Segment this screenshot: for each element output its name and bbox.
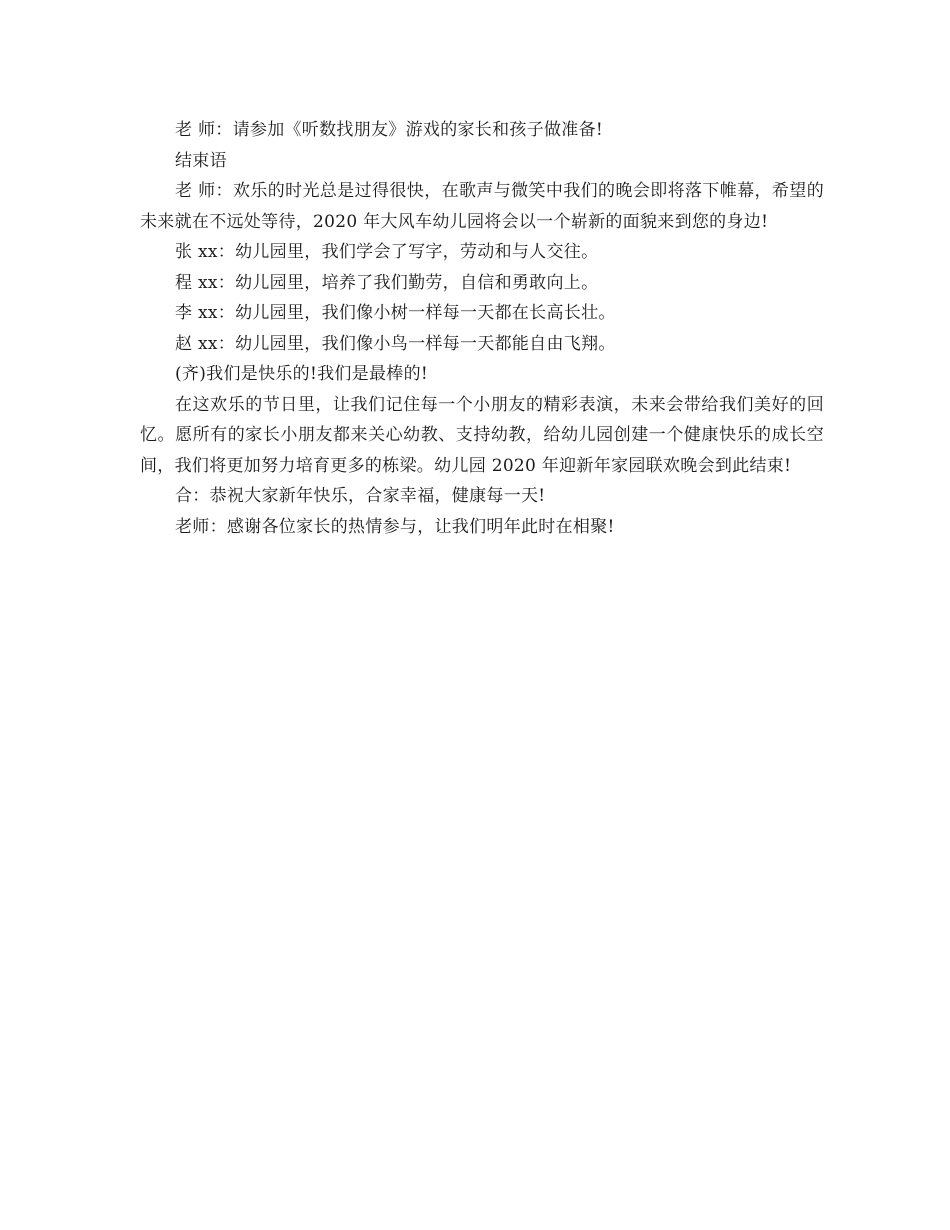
document-page bbox=[140, 115, 824, 542]
paragraph-teacher-closing: 老 师：欢乐的时光总是过得很快，在歌声与微笑中我们的晚会即将落下帷幕，希望的未来就在不远处等待，2020 年大风车幼儿园将会以一个崭新的面貌来到您的身边! bbox=[140, 181, 824, 232]
paragraph-teacher-thanks: 老师：感谢各位家长的热情参与，让我们明年此时在相聚! bbox=[175, 516, 615, 537]
paragraph-zhang: 张 xx：幼儿园里，我们学会了写字，劳动和与人交往。 bbox=[175, 242, 599, 262]
paragraph-teacher-game-prep: 老 师：请参加《听数找朋友》游戏的家长和孩子做准备! bbox=[175, 120, 604, 140]
paragraph-zhao: 赵 xx：幼儿园里，我们像小鸟一样每一天都能自由飞翔。 bbox=[175, 333, 616, 354]
paragraph-cheng: 程 xx：幼儿园里，培养了我们勤劳，自信和勇敢向上。 bbox=[175, 272, 599, 293]
paragraph-li: 李 xx：幼儿园里，我们像小树一样每一天都在长高长壮。 bbox=[175, 303, 616, 323]
paragraph-festival-summary: 在这欢乐的节日里，让我们记住每一个小朋友的精彩表演，未来会带给我们美好的回忆。愿所有的家长小朋友都来关心幼教、支持幼教，给幼儿园创建一个健康快乐的成长空间，我们将更加努力培育更多的栋梁。幼儿园 2020 年迎新年家园联欢晚会到此结束! bbox=[140, 394, 824, 476]
paragraph-closing-heading: 结束语 bbox=[175, 150, 227, 171]
paragraph-together-wishes: 合：恭祝大家新年快乐，合家幸福，健康每一天! bbox=[175, 486, 546, 506]
paragraph-chorus: (齐)我们是快乐的!我们是最棒的! bbox=[175, 364, 429, 384]
